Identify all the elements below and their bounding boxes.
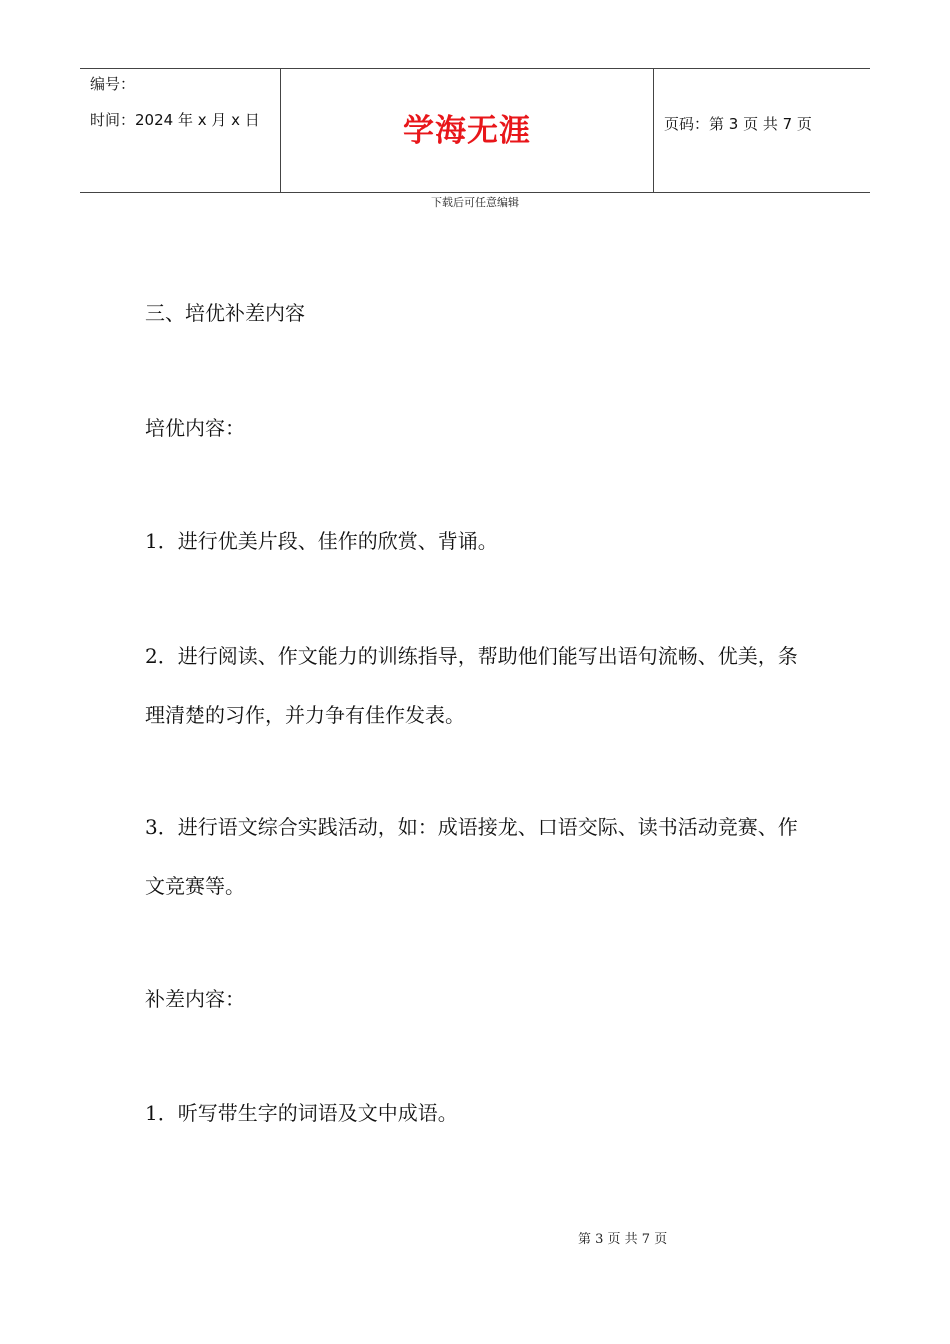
section-title: 三、培优补差内容 bbox=[145, 301, 305, 325]
time-label: 时间：2024 年 x 月 x 日 bbox=[90, 111, 260, 129]
buchai-item-1: 1．听写带生字的词语及文中成语。 bbox=[145, 1101, 458, 1125]
peiyou-title: 培优内容： bbox=[145, 416, 245, 440]
serial-number-label: 编号： bbox=[90, 75, 136, 93]
peiyou-item-3: 3．进行语文综合实践活动，如：成语接龙、口语交际、读书活动竞赛、作文竞赛等。 bbox=[145, 815, 798, 898]
peiyou-item-1: 1．进行优美片段、佳作的欣赏、背诵。 bbox=[145, 529, 498, 553]
header-right-cell bbox=[654, 69, 870, 192]
edit-note: 下载后可任意编辑 bbox=[431, 196, 519, 209]
buchai-title: 补差内容： bbox=[145, 987, 245, 1011]
page-footer: 第 3 页 共 7 页 bbox=[578, 1232, 668, 1247]
brand-title: 学海无涯 bbox=[403, 113, 531, 149]
header-center-cell bbox=[281, 69, 654, 192]
header-left-cell bbox=[80, 69, 281, 192]
document-header bbox=[80, 68, 870, 193]
peiyou-item-2: 2．进行阅读、作文能力的训练指导，帮助他们能写出语句流畅、优美，条理清楚的习作，并力争有佳作发表。 bbox=[145, 644, 798, 727]
page-label: 页码：第 3 页 共 7 页 bbox=[664, 115, 812, 133]
